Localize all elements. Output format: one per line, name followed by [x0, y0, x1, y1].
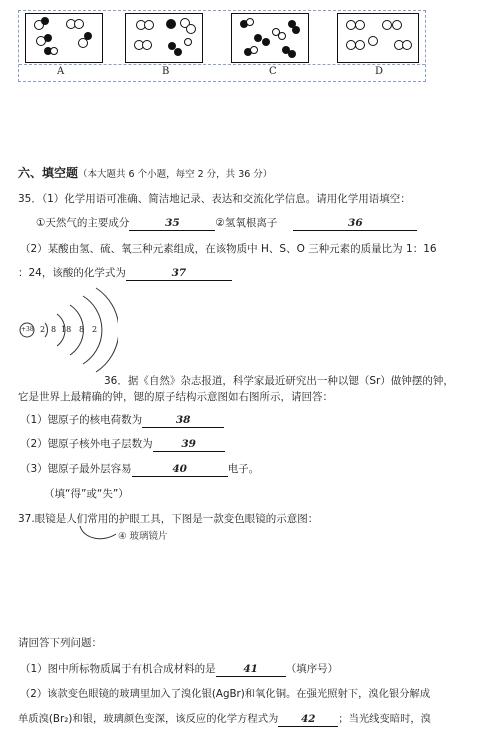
panel-d	[337, 13, 419, 63]
q36-line2: 它是世界上最精确的钟，锶的原子结构示意图如右图所示，请回答：	[18, 391, 333, 403]
panel-a-label: A	[57, 66, 65, 77]
panel-d-label: D	[375, 66, 384, 77]
q36-hint: （填“得”或“失”）	[44, 488, 129, 500]
panel-c-label: C	[269, 66, 277, 77]
blank-36[interactable]: 36	[293, 216, 417, 231]
section-title: 六、填空题	[18, 166, 79, 180]
section-heading	[18, 166, 272, 182]
blank-35[interactable]: 35	[129, 216, 215, 231]
q36-line1: 36．据《自然》杂志报道，科学家最近研究出一种以锶（Sr）做钟摆的钟，	[104, 375, 454, 387]
blank-41[interactable]: 41	[216, 662, 286, 677]
glasses-lens-label: ④ 玻璃镜片	[118, 531, 168, 542]
q35-line3: （2）某酸由氢、硫、氧三种元素组成，在该物质中 H、S、O 三种元素的质量比为 1：16	[20, 243, 437, 255]
q37-ask: 请回答下列问题：	[18, 637, 102, 649]
nucleus-charge: +38	[21, 326, 34, 333]
blank-42[interactable]: 42	[278, 712, 338, 727]
panel-a	[25, 13, 103, 63]
q37-a2-line1: （2）该款变色眼镜的玻璃里加入了溴化银(AgBr)和氧化铜。在强光照射下，溴化银分解成	[20, 688, 431, 700]
molecule-figure	[18, 10, 426, 82]
panel-b-label: B	[162, 66, 170, 77]
shell-5: 2	[92, 325, 98, 334]
q35-line4: ：24，该酸的化学式为 37	[18, 266, 232, 281]
blank-38[interactable]: 38	[142, 413, 224, 428]
q37-a2-line2: 单质溴(Br₂)和银，玻璃颜色变深，该反应的化学方程式为 42 ；当光线变暗时，溴	[18, 713, 431, 725]
q37-line1: 37.眼镜是人们常用的护眼工具，下图是一款变色眼镜的示意图：	[18, 513, 319, 525]
shell-2: 8	[51, 325, 57, 334]
panel-c	[231, 13, 309, 63]
q36-a3: （3）锶原子最外层容易 40 电子。	[20, 463, 260, 475]
q36-a1: （1）锶原子的核电荷数为 38	[20, 413, 224, 428]
q36-a2: （2）锶原子核外电子层数为 39	[20, 437, 225, 452]
q35-line1: 35．（1）化学用语可准确、简洁地记录、表达和交流化学信息。请用化学用语填空：	[18, 193, 411, 205]
shell-3: 18	[61, 325, 72, 334]
blank-40[interactable]: 40	[132, 462, 228, 477]
q37-a1: （1）图中所标物质属于有机合成材料的是 41 （填序号）	[20, 663, 339, 675]
blank-37[interactable]: 37	[126, 266, 232, 281]
panel-b	[125, 13, 203, 63]
shell-4: 8	[79, 325, 85, 334]
strontium-atom-diagram	[18, 286, 118, 378]
shell-1: 2	[40, 325, 46, 334]
blank-39[interactable]: 39	[153, 437, 225, 452]
q35-part1: ①天然气的主要成分 35 ②氢氧根离子 36	[36, 216, 417, 231]
section-note: （本大题共 6 个小题，每空 2 分，共 36 分）	[78, 169, 273, 180]
glasses-callout	[78, 524, 198, 544]
